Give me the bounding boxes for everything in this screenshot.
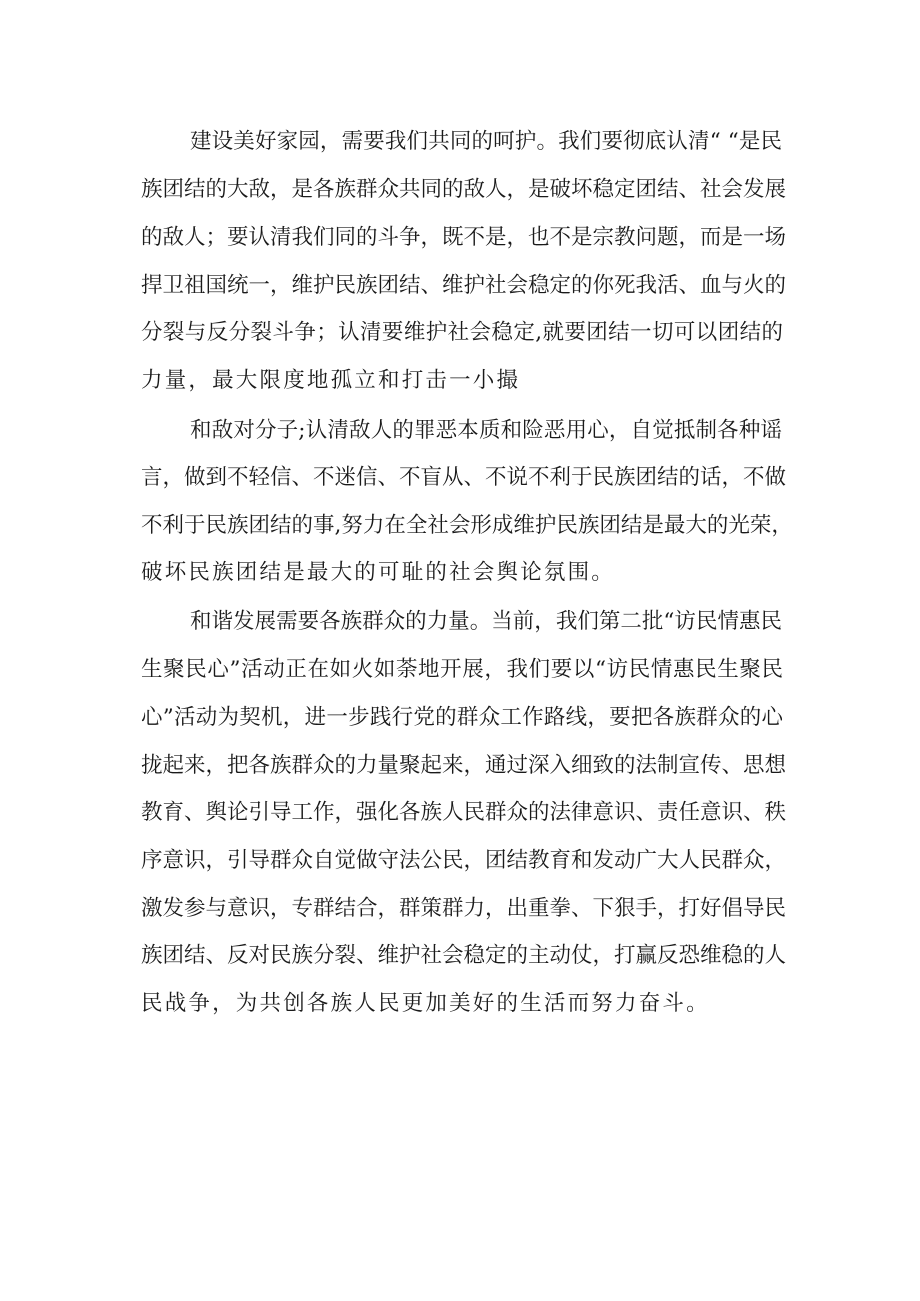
text-line: 生聚民心”活动正在如火如荼地开展，我们要以“访民情惠民生聚民 [141, 657, 783, 682]
text-line: 破坏民族团结是最大的可耻的社会舆论氛围。 [141, 560, 616, 585]
text-line: 激发参与意识，专群结合，群策群力，出重拳、下狠手，打好倡导民 [141, 896, 787, 921]
text-line: 心”活动为契机，进一步践行党的群众工作路线，要把各族群众的心 [141, 705, 783, 730]
text-line: 不利于民族团结的事,努力在全社会形成维护民族团结是最大的光荣， [141, 513, 793, 538]
text-line: 和敌对分子;认清敌人的罪恶本质和险恶用心，自觉抵制各种谣 [190, 418, 782, 443]
text-line: 民战争，为共创各族人民更加美好的生活而努力奋斗。 [141, 991, 710, 1016]
text-line: 捍卫祖国统一，维护民族团结、维护社会稳定的你死我活、血与火的 [141, 273, 787, 298]
text-line: 言，做到不轻信、不迷信、不盲从、不说不利于民族团结的话，不做 [141, 465, 787, 490]
text-line: 建设美好家园，需要我们共同的呵护。我们要彻底认清“ “是民 [190, 129, 782, 154]
text-line: 拢起来，把各族群众的力量聚起来，通过深入细致的法制宣传、思想 [141, 753, 787, 778]
text-line: 教育、舆论引导工作，强化各族人民群众的法律意识、责任意识、秩 [141, 800, 787, 825]
text-line: 的敌人；要认清我们同的斗争，既不是，也不是宗教问题，而是一场 [141, 225, 787, 250]
text-line: 序意识，引导群众自觉做守法公民，团结教育和发动广大人民群众， [141, 848, 787, 873]
text-line: 分裂与反分裂斗争；认清要维护社会稳定,就要团结一切可以团结的 [141, 320, 783, 345]
text-line: 族团结的大敌，是各族群众共同的敌人，是破坏稳定团结、社会发展 [141, 177, 787, 202]
text-line: 力量，最大限度地孤立和打击一小撮 [141, 368, 521, 393]
text-line: 族团结、反对民族分裂、维护社会稳定的主动仗，打赢反恐维稳的人 [141, 943, 787, 968]
text-line: 和谐发展需要各族群众的力量。当前，我们第二批“访民情惠民 [190, 609, 782, 634]
